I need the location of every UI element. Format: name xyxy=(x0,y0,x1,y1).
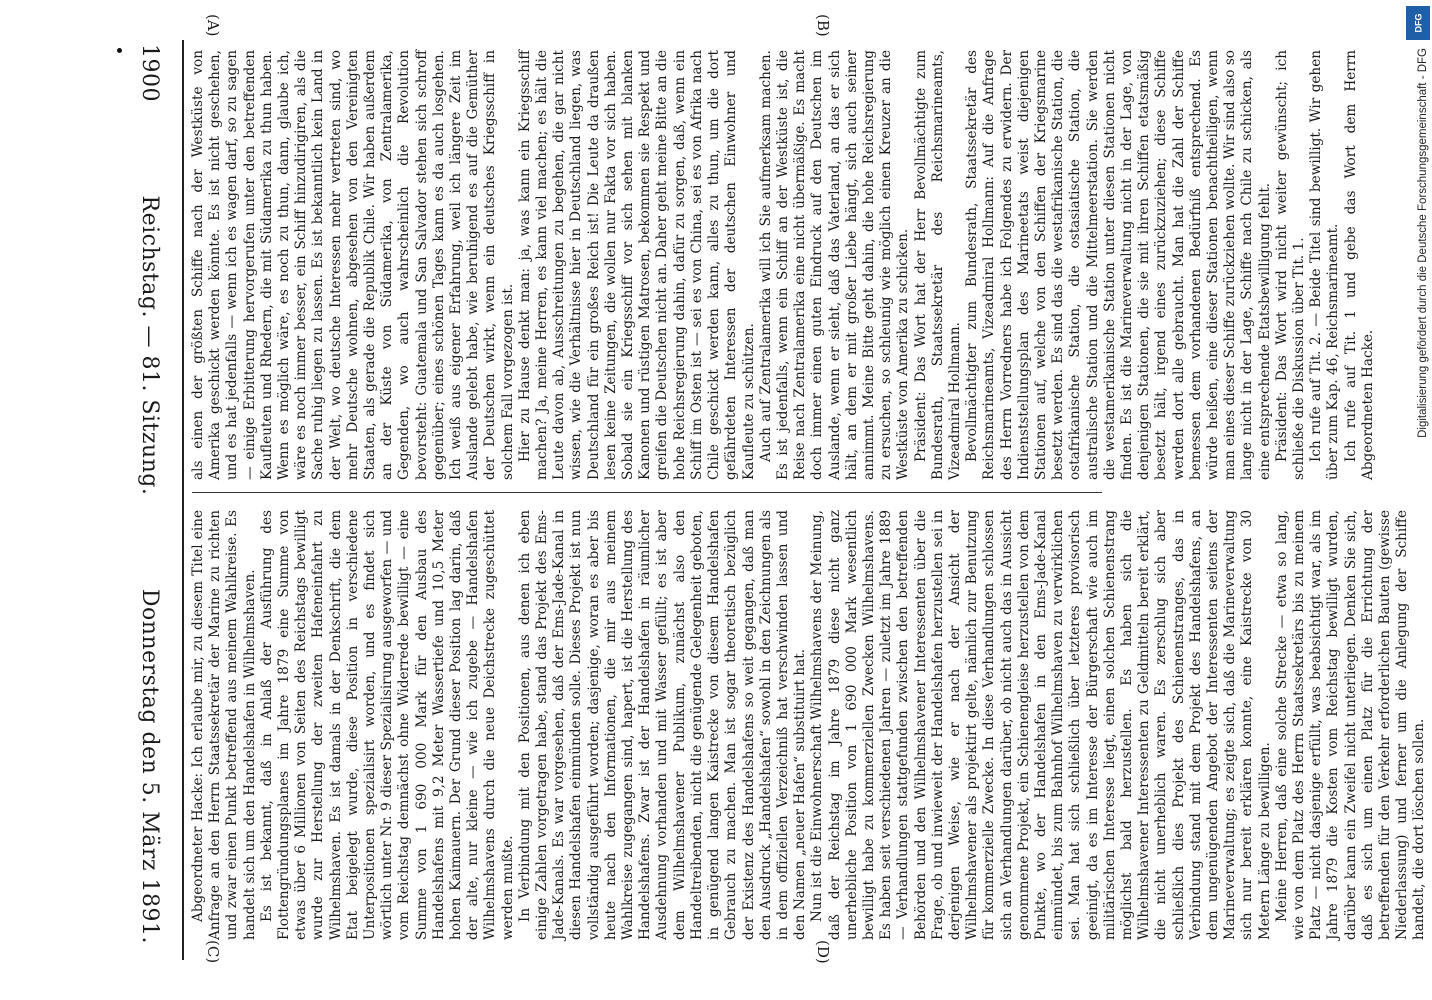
paragraph: In Verbindung mit den Positionen, aus denen ich eben einige Zahlen vorgetragen habe, stand das Projekt des Ems-Jade-Kanals. Es war vorgesehen, daß der Ems-Jade-Kanal in diesen Handelshafen einmünden solle. Dieses Projekt ist nun vollständig ausgeführt worden; dasjenige, woran es aber bis heute nach den Informationen, die mir aus meinem Wahlkreise zugegangen sind, hapert, ist die Herstellung des Handelshafens. Zwar ist der Handelshafen in räumlicher Ausdehnung vorhanden und mit Wasser gefüllt; es ist aber dem Wilhelmshavener Publikum, zunächst also den Handeltreibenden, nicht die genügende Gelegenheit geboten, in genügend langen Kaistrecke von diesem Handelshafen Gebrauch zu machen. Man ist sogar theoretisch bezüglich der Existenz des Handelshafens so weit gegangen, daß man den Ausdruck „Handelshafen“ sowohl in den Zeichnungen als in dem offiziellen Verzeichniß hat verschwinden lassen und den Namen „neuer Hafen“ substituirt hat. xyxy=(516,510,809,940)
header-rule xyxy=(182,40,184,960)
right-column xyxy=(190,510,1428,940)
column-marker-d: (D) xyxy=(814,940,832,964)
column-divider xyxy=(192,492,1102,493)
column-marker-c: (C) xyxy=(204,940,222,964)
paragraph: als einen der größten Schiffe nach der Westküste von Amerika geschickt werden könnte. Es ist nicht geschehen, und es hat jedenfalls — wenn ich es wagen darf, so zu sagen — einige Erbitterung hervorgerufen unter den betreffenden Kaufleuten und Rhedern, die mit Südamerika zu thun haben. Wenn es möglich wäre, es noch zu thun, dann, glaube ich, wäre es noch immer besser, ein Schiff hinzudirigiren, als die Sache ruhig liegen zu lassen. Es ist bekanntlich kein Land in der Welt, wo deutsche Interessen mehr vertreten sind, wo mehr Deutsche wohnen, abgesehen von den Vereinigten Staaten, als gerade die Republik Chile. Wir haben außerdem an der Küste von Südamerika, von Zentralamerika, Gegenden, wo auch wahrscheinlich die Revolution bevorsteht: Guatemala und San Salvador stehen sich schroff gegenüber; eines schönen Tages kann es da auch losgehen. Ich weiß aus eigener Erfahrung, weil ich längere Zeit im Auslande gelebt habe, wie beruhigend es auf die Gemüther der Deutschen wirkt, wenn ein deutsches Kriegsschiff in solchem Fall vorgezogen ist. xyxy=(190,50,516,480)
paragraph: Es ist bekannt, daß in Anlaß der Ausführung des Flottengründungsplanes im Jahre 1879 eine Summe von etwas über 6 Millionen von Seiten des Reichstags bewilligt wurde zur Herstellung der zweiten Hafeneinfahrt zu Wilhelmshaven. Es ist damals in der Denkschrift, die dem Etat beigelegt wurde, diese Position in verschiedene Unterpositionen spezialisirt worden, und es findet sich wörtlich unter Nr. 9 dieser Spezialisirung ausgeworfen — und vom Reichstag demnächst ohne Widerrede bewilligt — eine Summe von 1 690 000 Mark für den Ausbau des Handelshafens mit 9,2 Meter Wassertiefe und 10,5 Meter hohen Kaimauern. Der Grund dieser Position lag darin, daß der alte, nur kleine — wie ich zugebe — Handelshafen Wilhelmshavens durch die neue Deichstrecke zugeschüttet werden mußte. xyxy=(258,510,516,940)
speaker-paragraph: Abgeordneter Hacke: Ich erlaube mir, zu diesem Titel eine Anfrage an den Herrn Staatssekretär der Marine zu richten und zwar einen Punkt betreffend aus meinem Wahlkreise. Es handelt sich um den Handelshafen in Wilhelmshaven. xyxy=(190,510,258,940)
credit-text: Digitalisierung gefördert durch die Deutsche Forschungsgemeinschaft - DFG xyxy=(1417,48,1429,438)
speaker-paragraph: Präsident: Das Wort wird nicht weiter gewünscht; ich schließe die Diskussion über Tit. 1. xyxy=(1273,50,1307,480)
dfg-logo: DFG xyxy=(1406,6,1430,40)
paragraph: Nun ist die Einwohnerschaft Wilhelmshavens der Meinung, daß der Reichstag im Jahre 1879 diese nicht ganz unerhebliche Position von 1 690 000 Mark wesentlich bewilligt habe zu kommerziellen Zwecken Wilhelmshavens. Es haben seit verschiedenen Jahren — zuletzt im Jahre 1889 — Verhandlungen stattgefunden zwischen den betreffenden Behörden und den Wilhelmshavener Interessenten über die Frage, ob und inwieweit der Handelshafen herzustellen sei in derjenigen Weise, wie er nach der Ansicht der Wilhelmshavener als projektirt gelte, nämlich zur Benutzung für kommerzielle Zwecke. In diese Verhandlungen schlossen sich an Verhandlungen darüber, ob nicht auch das in Aussicht genommene Projekt, ein Schienengleise herzustellen von dem Punkte, wo der Handelshafen in den Ems-Jade-Kanal einmündet, bis zum Bahnhof Wilhelmshaven zu verwirklichen sei. Man hat sich schließlich über letzteres provisorisch geeinigt, da es im Interesse der Bürgerschaft wie auch im militärischen Interesse liegt, einen solchen Schienenstrang möglichst bald herzustellen. Es haben sich die Wilhelmshavener Interessenten zu Geldmitteln bereit erklärt, die nicht unerheblich waren. Es zerschlug sich aber schließlich dies Projekt des Schienenstranges, das in Verbindung stand mit dem Projekt des Handelshafens, an dem ungenügenden Angebot der Interessenten seitens der Marineverwaltung; es zeigte sich, daß die Marineverwaltung sich nur bereit erklären konnte, eine Kaistrecke von 30 Metern Länge zu bewilligen. xyxy=(809,510,1273,940)
column-marker-a: (A) xyxy=(204,14,222,37)
paragraph: Meine Herren, daß eine solche Strecke — etwa so lang, wie von dem Platz des Herrn Staatssekretärs bis zu meinem Platz — nicht dasjenige erfüllt, was beabsichtigt war, als im Jahre 1879 die Kosten vom Reichstag bewilligt wurden, darüber kann ein Zweifel nicht unterliegen. Denken Sie sich, daß es sich um einen Platz für die Errichtung der betreffenden für den Verkehr erforderlichen Bauten (gewisse Niederlassung) und ferner um die Anlegung der Schiffe handelt, die dort löschen sollen. xyxy=(1273,510,1428,940)
bullet-mark xyxy=(117,48,122,53)
paragraph: Ich rufe auf Tit. 2. — Beide Titel sind bewilligt. Wir gehen über zum Kap. 46, Reichsmarineamt. xyxy=(1308,50,1342,480)
page-number: 1900 xyxy=(137,44,163,102)
paragraph: Ich rufe auf Tit. 1 und gebe das Wort dem Herrn Abgeordneten Hacke. xyxy=(1342,50,1376,480)
column-marker-b: (B) xyxy=(814,14,832,37)
speaker-paragraph: Präsident: Das Wort hat der Herr Bevollmächtigte zum Bundesrath, Staatssekretär des Reichsmarineamts, Vizeadmiral Hollmann. xyxy=(912,50,963,480)
left-column xyxy=(190,50,1376,480)
running-header xyxy=(130,44,170,944)
paragraph: Auch auf Zentralamerika will ich Sie aufmerksam machen. Es ist jedenfalls, wenn ein Schiff an der Westküste ist, die Reise nach Zentralamerika eine nicht übermäßige. Es macht doch immer einen guten Eindruck auf den Deutschen im Auslande, wenn er sieht, daß das Vaterland, an das er sich hält, an dem er mit großer Liebe hängt, sich auch seiner annimmt. Meine Bitte geht dahin, die hohe Reichsregierung zu ersuchen, so schleunig wie möglich einen Kreuzer an die Westküste von Amerika zu schicken. xyxy=(757,50,912,480)
speaker-paragraph: Bevollmächtigter zum Bundesrath, Staatssekretär des Reichsmarineamts, Vizeadmiral Hollmann: Auf die Anfrage des Herrn Vorredners habe ich Folgendes zu erwidern. Der Indienststellungsplan des Marineetats weist diejenigen Stationen auf, welche von den Schiffen der Kriegsmarine besetzt werden. Es sind das die westafrikanische Station, die ostafrikanische Station, die ostasiatische Station, die australische Station und die Mittelmeerstation. Sie werden die westamerikanische Station unter diesen Stationen nicht finden. Es ist die Marineverwaltung nicht in der Lage, von denjenigen Stationen, die sie mit ihren Schiffen etatsmäßig besetzt hält, irgend eines zurückzuziehen; diese Schiffe werden dort alle gebraucht. Man hat die Zahl der Schiffe bemessen dem vorhandenen Bedürfniß entsprechend. Es würde heißen, eine dieser Stationen benachtheiligen, wenn man eines dieser Schiffe zurückziehen wollte. Wir sind also so lange nicht in der Lage, Schiffe nach Chile zu schicken, als eine entsprechende Etatsbewilligung fehlt. xyxy=(964,50,1273,480)
paragraph: Hier zu Hause denkt man: ja, was kann ein Kriegsschiff machen? Ja, meine Herren, es kann viel machen; es hält die Leute davon ab, Ausschreitungen zu begehen, die gar nicht wissen, wie die Verhältnisse hier in Deutschland liegen, was Deutschland für ein großes Reich ist! Die Leute da draußen lesen keine Zeitungen, die wollen nur Fakta vor sich haben. Sobald sie ein Kriegsschiff vor sich sehen mit blanken Kanonen und rüstigen Matrosen, bekommen sie Respekt und greifen die Deutschen nicht an. Daher geht meine Bitte an die hohe Reichsregierung dahin, dafür zu sorgen, daß, wenn ein Schiff im Osten ist — sei es von China, sei es von Afrika nach Chile geschickt werden kann, alles zu thun, um die dort gefährdeten Interessen der deutschen Einwohner und Kaufleute zu schützen. xyxy=(516,50,757,480)
session-title: Reichstag. — 81. Sitzung. xyxy=(137,195,163,496)
session-date: Donnerstag den 5. März 1891. xyxy=(137,588,163,944)
digitization-credit xyxy=(1410,48,1429,808)
